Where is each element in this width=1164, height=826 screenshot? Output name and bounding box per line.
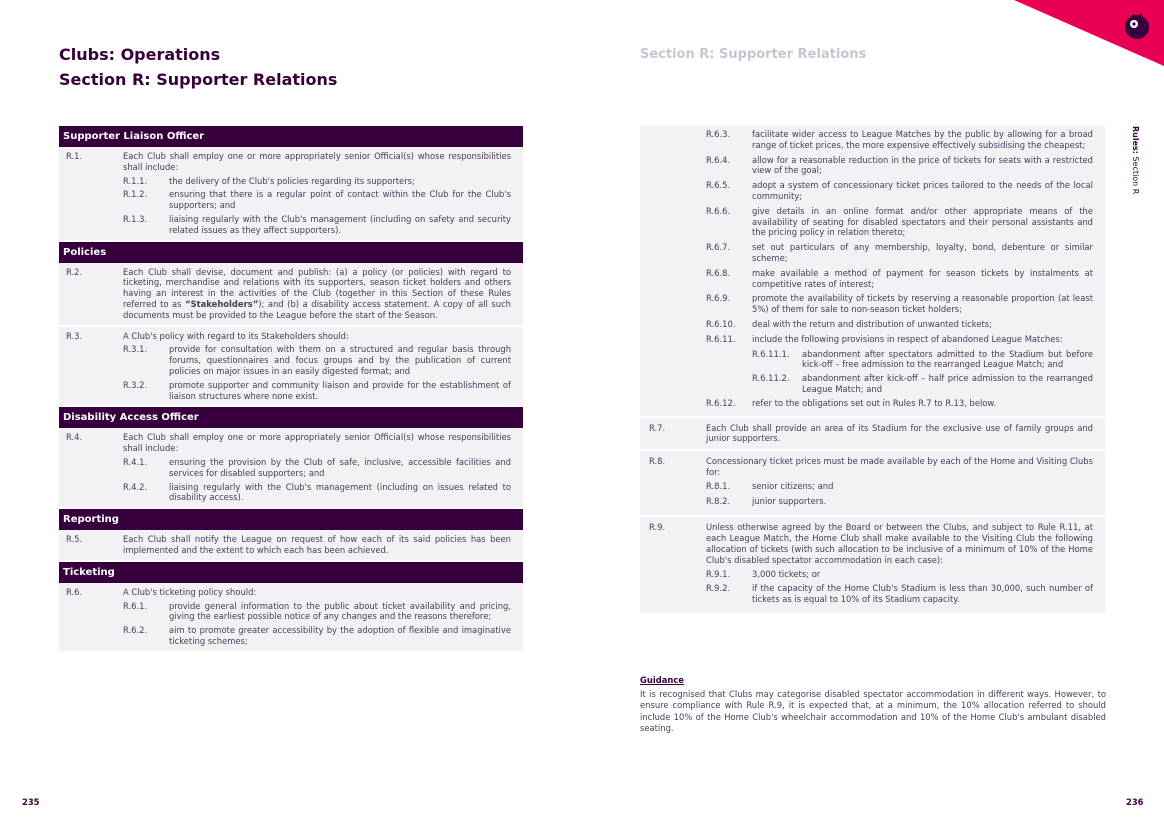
rule-number: R.6. <box>66 586 83 597</box>
rule-number: R.9. <box>649 522 666 533</box>
rule-block-r6-continued <box>640 126 1105 418</box>
subsubrule-number: R.6.11.2. <box>752 373 790 384</box>
page-number-right: 236 <box>1126 797 1144 807</box>
guidance-text: It is recognised that Clubs may categorise disabled spectator accommodation in different ways. However, to ensure compliance with Rule R.9, it is expected that, at a minimum, the 10% allocation referred to should include 10% of the Home Club's wheelchair accommodation and 10% of the Home Club's ambulant disabled seating. <box>640 689 1106 734</box>
side-tab-bold: Rules: <box>1131 126 1140 154</box>
rule-text: A Club's ticketing policy should: <box>123 586 257 597</box>
rule-block-r3 <box>59 327 523 408</box>
subrule-number: R.1.2. <box>123 189 148 200</box>
subrule-text: senior citizens; and <box>752 480 834 491</box>
right-column <box>640 126 1105 615</box>
section-heading-right <box>640 47 866 62</box>
rule-number: R.3. <box>66 330 83 341</box>
rule-number: R.8. <box>649 456 666 467</box>
rule-block-r5 <box>59 530 523 562</box>
subrule-text: provide for consultation with them on a structured and regular basis through forums, questionnaires and focus groups and by the publication of current policies on major issues in an easily digested format; and <box>169 344 511 376</box>
defined-term: “Stakeholders” <box>185 298 259 309</box>
subrule-number: R.6.11. <box>706 333 736 344</box>
rule-number: R.5. <box>66 534 83 545</box>
subrule-text: provide general information to the public about ticket availability and pricing, giving the earliest possible notice of any changes and the reasons therefore; <box>169 600 511 622</box>
rule-text: Concessionary ticket prices must be made available by each of the Home and Visiting Clubs for: <box>706 456 1093 477</box>
subrule-number: R.6.4. <box>706 154 731 165</box>
subrule-number: R.9.2. <box>706 583 731 594</box>
subrule-text: give details in an online format and/or other appropriate means of the availability of seating for disabled spectators and their personal assistants and the pricing policy in relation thereto; <box>752 205 1093 238</box>
rule-text: Each Club shall employ one or more appropriately senior Official(s) whose responsibilities shall include: <box>123 432 511 454</box>
section-label-right: Section R: <box>640 47 715 62</box>
subsubrule-number: R.6.11.1. <box>752 348 790 359</box>
rule-block-r2 <box>59 263 523 327</box>
subrule-number: R.3.1. <box>123 344 148 355</box>
subrule-text: allow for a reasonable reduction in the price of tickets for seats with a restricted view of the goal; <box>752 154 1093 176</box>
section-label: Section R: <box>59 70 151 89</box>
subrule-number: R.6.9. <box>706 293 731 304</box>
rule-number: R.1. <box>66 151 83 161</box>
rule-number: R.2. <box>66 266 83 277</box>
subsubrule-text: abandonment after spectators admitted to the Stadium but before kick-off – free admission to the rearranged League Match; and <box>802 348 1093 370</box>
rule-text: Each Club shall provide an area of its Stadium for the exclusive use of family groups and junior supporters. <box>706 422 1093 444</box>
subrule-text: set out particulars of any membership, loyalty, bond, debenture or similar scheme; <box>752 242 1093 263</box>
page-title: Clubs: Operations <box>59 45 221 64</box>
subrule-text: include the following provisions in respect of abandoned League Matches: <box>752 333 1063 344</box>
subrule-text: facilitate wider access to League Matches by the public by allowing for a broad range of ticket prices, the more expensive effectively subsidising the cheapest; <box>752 129 1093 150</box>
section-heading <box>59 70 337 89</box>
rule-text-part: ); and (b) a disability access statement. A copy of all such documents must be provided to the League before the start of the Season. <box>123 298 511 320</box>
league-lion-logo-icon <box>1124 12 1150 42</box>
subrule-number: R.1.1. <box>123 175 148 186</box>
rule-block-r9 <box>640 517 1105 615</box>
subrule-text: adopt a system of concessionary ticket prices tailored to the needs of the local community; <box>752 180 1093 201</box>
subrule-text: ensuring that there is a regular point of contact within the Club for the Club's supporters; and <box>169 189 511 211</box>
subrule-text: the delivery of the Club's policies regarding its supporters; <box>169 175 415 186</box>
subrule-number: R.6.12. <box>706 397 736 408</box>
side-tab-text: Section R <box>1131 156 1140 195</box>
rule-text: Unless otherwise agreed by the Board or between the Clubs, and subject to Rule R.11, at each League Match, the Home Club shall make available to the Visiting Club the following allocation of tickets (with such allocation to be inclusive of a minimum of 10% of the Home Club's disabled spectator accommodation in each case): <box>706 522 1093 565</box>
section-name: Supporter Relations <box>156 70 338 89</box>
section-header-supporter-liaison: Supporter Liaison Officer <box>59 126 523 147</box>
subrule-text: promote the availability of tickets by reserving a reasonable proportion (at least 5%) of them for sale to non-season ticket holders; <box>752 293 1093 315</box>
subrule-text: liaising regularly with the Club's management (including on safety and security related issues as they affect supporters). <box>169 213 511 235</box>
section-header-disability-access: Disability Access Officer <box>59 407 523 428</box>
subrule-number: R.6.3. <box>706 129 731 139</box>
subrule-text: 3,000 tickets; or <box>752 568 821 579</box>
rule-block-r1 <box>59 147 523 242</box>
left-column <box>59 126 523 653</box>
rule-number: R.4. <box>66 432 83 443</box>
rule-block-r8 <box>640 451 1105 517</box>
subrule-number: R.6.2. <box>123 625 148 636</box>
subrule-number: R.3.2. <box>123 379 148 390</box>
subrule-text: deal with the return and distribution of unwanted tickets; <box>752 318 992 329</box>
page-number-left: 235 <box>22 797 40 807</box>
subrule-number: R.6.6. <box>706 205 731 216</box>
subrule-number: R.6.8. <box>706 267 731 278</box>
rule-text-part: Each Club shall devise, document and publish: (a) a policy (or policies) with regard to ticketing, merchandise and relations with its supporters, season ticket holders and others having an interest in the activities of the Club (together in this Section of these Rules referred to as <box>123 266 511 309</box>
subrule-number: R.8.1. <box>706 480 731 491</box>
section-name-right: Supporter Relations <box>719 47 867 62</box>
rule-text: A Club's policy with regard to its Stakeholders should: <box>123 330 349 341</box>
subrule-text: junior supporters. <box>752 495 827 506</box>
subrule-text: if the capacity of the Home Club's Stadium is less than 30,000, such number of tickets as is equal to 10% of its Stadium capacity. <box>752 583 1093 605</box>
subrule-text: refer to the obligations set out in Rules R.7 to R.13, below. <box>752 397 997 408</box>
subrule-number: R.6.5. <box>706 180 731 191</box>
subrule-number: R.8.2. <box>706 495 731 506</box>
subrule-text: liaising regularly with the Club's management (including on issues related to disability access). <box>169 481 511 503</box>
side-tab[interactable] <box>1124 126 1140 216</box>
subrule-number: R.1.3. <box>123 213 148 224</box>
subrule-number: R.6.1. <box>123 600 148 611</box>
rule-block-r4 <box>59 428 523 509</box>
subrule-number: R.6.10. <box>706 318 736 329</box>
subrule-text: aim to promote greater accessibility by the adoption of flexible and imaginative ticketing schemes; <box>169 625 511 646</box>
subrule-number: R.4.2. <box>123 481 148 492</box>
subsubrule-text: abandonment after kick-off – half price admission to the rearranged League Match; and <box>802 373 1093 394</box>
subrule-number: R.4.1. <box>123 456 148 467</box>
rule-text <box>123 267 511 321</box>
rule-number: R.7. <box>649 422 666 433</box>
section-header-ticketing: Ticketing <box>59 562 523 583</box>
rule-block-r7 <box>640 418 1105 452</box>
subrule-number: R.6.7. <box>706 242 731 253</box>
subrule-text: promote supporter and community liaison and provide for the establishment of liaison structures where none exist. <box>169 379 511 401</box>
subrule-text: make available a method of payment for season tickets by instalments at competitive rates of interest; <box>752 267 1093 289</box>
section-header-reporting: Reporting <box>59 509 523 530</box>
rule-text: Each Club shall employ one or more appropriately senior Official(s) whose responsibilities shall include: <box>123 151 511 172</box>
section-header-policies: Policies <box>59 242 523 263</box>
guidance-heading: Guidance <box>640 675 684 685</box>
rule-text: Each Club shall notify the League on request of how each of its said policies has been implemented and the extent to which each has been achieved. <box>123 534 511 555</box>
rule-block-r6 <box>59 583 523 653</box>
subrule-number: R.9.1. <box>706 568 731 579</box>
subrule-text: ensuring the provision by the Club of safe, inclusive, accessible facilities and services for disabled supporters; and <box>169 456 511 478</box>
